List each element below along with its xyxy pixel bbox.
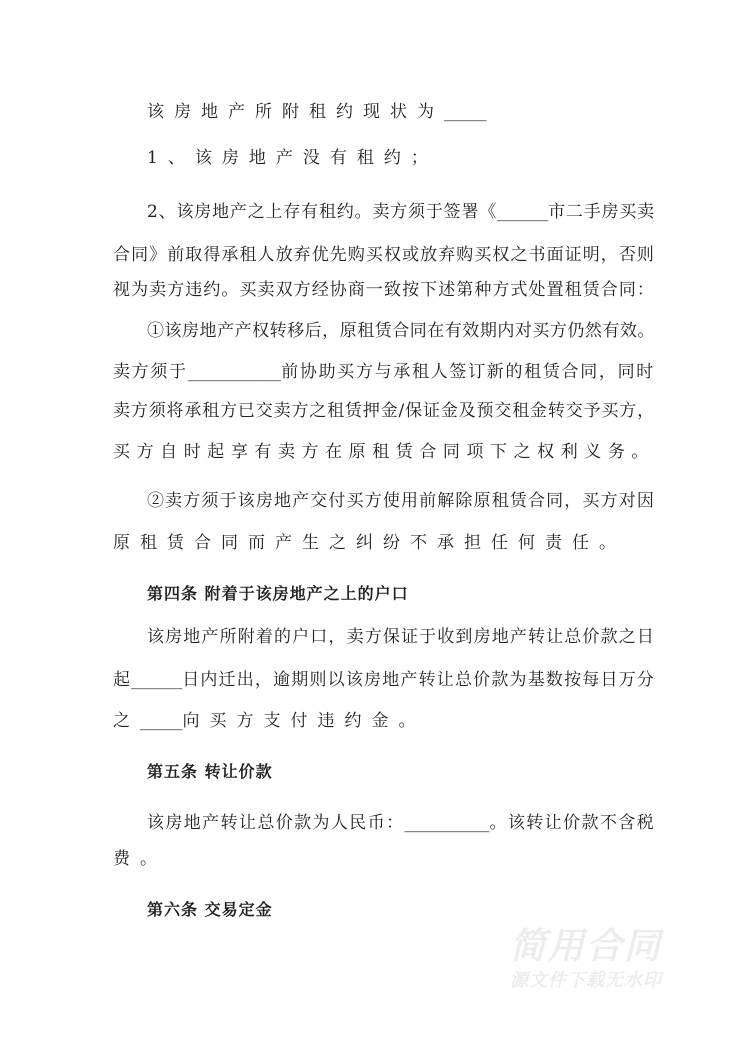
- text-line: [147, 320, 655, 342]
- text-segment: 1、该房地产没有租约；: [147, 148, 438, 168]
- text-segment: 该房地产所附着的户口，卖方保证于收到房地产转让总价款之日: [147, 627, 655, 647]
- text-line: [147, 101, 487, 123]
- fill-in-blank: ______: [497, 202, 549, 222]
- text-segment: 合同》前取得承租人放弃优先购买权或放弃购买权之书面证明，否则: [113, 245, 655, 265]
- text-segment: 视为卖方违约。买卖双方经协商一致按下述第种方式处置租赁合同：: [113, 280, 655, 300]
- text-segment: 之: [113, 711, 140, 731]
- text-segment: 前协助买方与承租人签订新的租赁合同，同时: [281, 362, 655, 382]
- text-line: [113, 669, 655, 691]
- text-segment: ②卖方须于该房地产交付买方使用前解除原租赁合同，买方对因: [147, 491, 655, 511]
- text-segment: ①该房地产产权转移后，原租赁合同在有效期内对买方仍然有效。: [147, 321, 655, 341]
- text-segment: 费。: [113, 849, 167, 869]
- section-heading: [147, 899, 273, 921]
- text-segment: 买方自时起享有卖方在原租赁合同项下之权利义务。: [113, 442, 655, 462]
- text-segment: 该房地产所附租约现状为: [147, 102, 444, 122]
- text-line: [147, 201, 655, 223]
- text-line: [113, 361, 655, 383]
- text-line: [147, 626, 655, 648]
- text-line: [113, 532, 626, 554]
- watermark-subtitle: 源文件下载无水印: [510, 970, 662, 991]
- text-segment: 该房地产转让总价款为人民币：: [147, 813, 405, 833]
- text-segment: 。该转让价款不含税: [489, 813, 656, 833]
- text-segment: 市二手房买卖: [548, 202, 655, 222]
- section-heading: [147, 583, 409, 605]
- text-segment: 第五条 转让价款: [147, 762, 273, 781]
- fill-in-blank: ______: [131, 670, 183, 690]
- text-line: [113, 244, 655, 266]
- watermark-logo: 简用合同: [510, 926, 663, 967]
- text-segment: 卖方须将承租方已交卖方之租赁押金/保证金及预交租金转交予买方，: [113, 401, 655, 421]
- text-segment: 第六条 交易定金: [147, 900, 273, 919]
- text-segment: 卖方须于: [113, 362, 188, 382]
- fill-in-blank: ___________: [187, 362, 282, 382]
- text-line: [113, 710, 426, 732]
- text-line: [113, 400, 655, 422]
- text-segment: 2、该房地产之上存有租约。卖方须于签署《: [147, 202, 498, 222]
- text-segment: 向买方支付违约金。: [182, 711, 426, 731]
- section-heading: [147, 761, 273, 783]
- text-segment: 日内迁出，逾期则以该房地产转让总价款为基数按每日万分: [182, 670, 656, 690]
- text-segment: 第四条 附着于该房地产之上的户口: [147, 584, 409, 603]
- fill-in-blank: _____: [444, 102, 487, 122]
- text-line: [113, 441, 655, 463]
- text-segment: 原租赁合同而产生之纠纷不承担任何责任。: [113, 533, 626, 553]
- fill-in-blank: __________: [404, 813, 490, 833]
- text-segment: 起: [113, 670, 132, 690]
- fill-in-blank: _____: [140, 711, 183, 731]
- text-line: [113, 848, 167, 870]
- text-line: [147, 147, 438, 169]
- text-line: [113, 279, 655, 301]
- text-line: [147, 812, 655, 834]
- text-line: [147, 490, 655, 512]
